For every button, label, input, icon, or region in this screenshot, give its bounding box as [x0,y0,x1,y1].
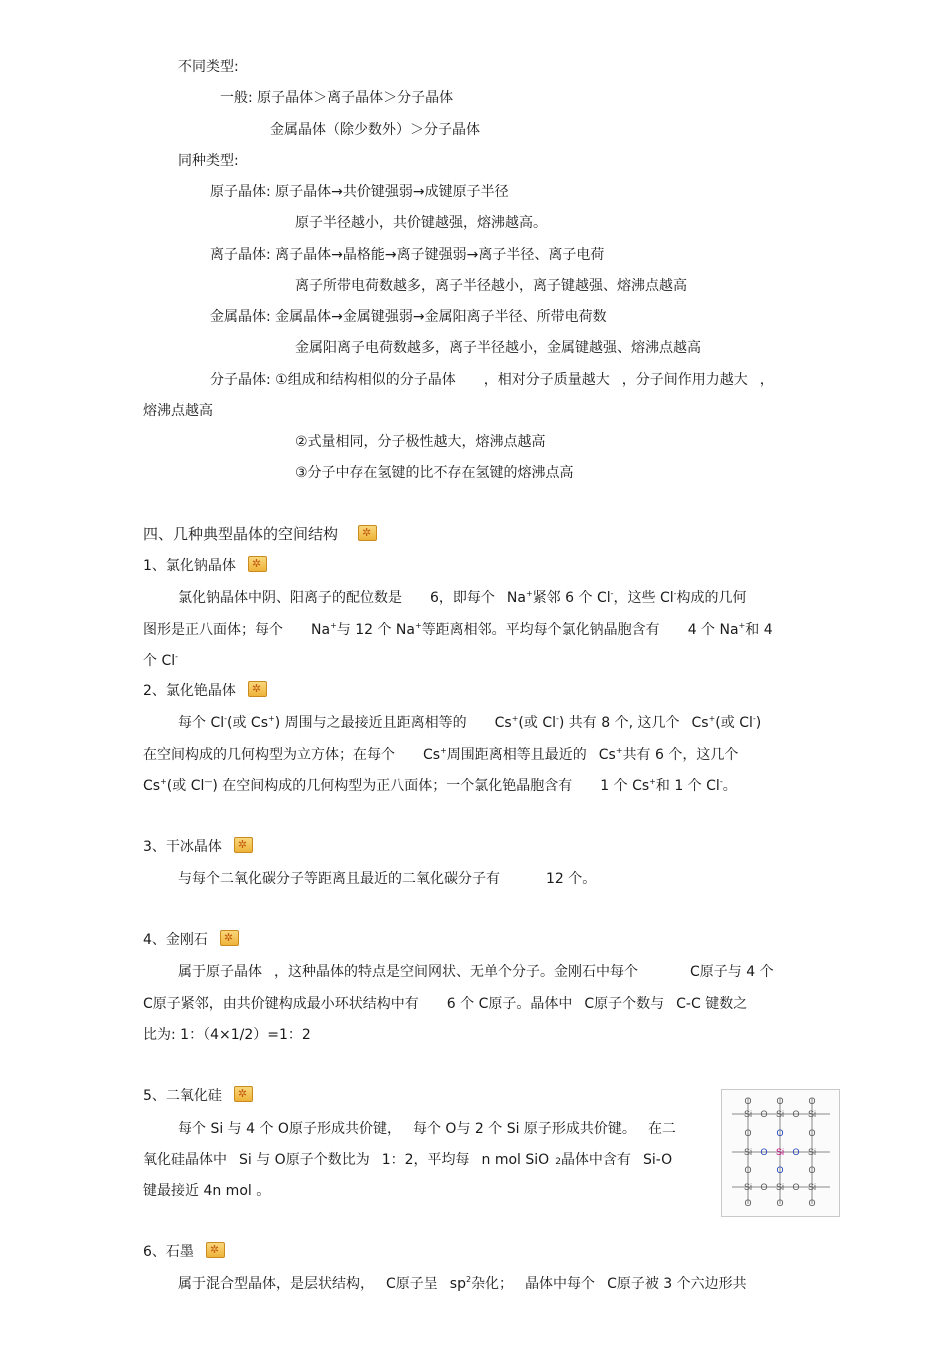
text-run: ) 共有 8 个, 这几个 [558,715,680,731]
text-run: 分子晶体: ①组成和结构相似的分子晶体 [210,372,456,388]
text-run: Cs [494,715,512,731]
text-line [143,1150,672,1172]
text-run: Cs [143,778,161,794]
o-atom: O [792,1182,800,1192]
si-atom: Si [775,1182,785,1192]
sio2-lattice-diagram [722,1090,839,1216]
text-run: C-C 键数之 [676,996,748,1012]
text-run: 构成的几何 [676,590,747,606]
folder-icon[interactable] [234,837,253,853]
text-run: 1：2，平均每 [381,1152,470,1168]
text-run: 6，即每个 [430,590,495,606]
text-line: 每个 Cl-(或 Cs+) 周围与之最接近且距离相等的 Cs+(或 Cl-) 共有 8 个, 这几个 Cs+(或 Cl-) [178,714,762,731]
text-line: 金属晶体: 金属晶体→金属键强弱→金属阳离子半径、所带电荷数 [210,309,607,325]
subsection-title: 3、干冰晶体 [143,839,222,855]
si-atom: Si [807,1109,817,1119]
text-run: ) 在空间构成的几何构型为正八面体；一个氯化铯晶胞含有 [212,778,573,794]
text-run: Si 与 O原子个数比为 [239,1152,370,1168]
si-atom: Si [807,1147,817,1157]
folder-icon[interactable] [248,556,267,572]
text-run: Na [506,590,526,606]
sio2-structure-figure [721,1089,840,1217]
folder-icon[interactable] [358,525,377,541]
text-run: Cs [423,747,441,763]
text-run: 和 4 [745,622,773,638]
subsection-heading [143,1242,225,1262]
text-run: 在二 [647,1121,676,1137]
subsection-title: 5、二氧化硅 [143,1088,222,1104]
text-line: ③分子中存在氢键的比不存在氢键的熔沸点高 [295,465,574,481]
text-run: (或 Cl [166,778,205,794]
text-run: 氯化钠晶体中阴、阳离子的配位数是 [178,590,402,606]
text-line [178,1274,747,1294]
text-run: C原子呈 [386,1276,438,1292]
o-atom: O [808,1198,816,1208]
o-atom: O [776,1165,784,1175]
text-run: (或 Cs [227,715,268,731]
text-run: Na [311,622,331,638]
text-run: C原子个数与 [584,996,665,1012]
text-run: 属于原子晶体 [178,964,262,980]
text-line: 一般: 原子晶体＞离子晶体＞分子晶体 [220,90,454,106]
text-run: C原子紧邻，由共价键构成最小环状结构中有 [143,996,419,1012]
text-line [178,962,774,982]
folder-icon[interactable] [220,930,239,946]
text-line: ②式量相同，分子极性越大，熔沸点越高 [295,434,546,450]
text-run: 晶体中含有 [560,1152,631,1168]
text-run: 氧化硅晶体中 [143,1152,227,1168]
o-atom: O [776,1128,784,1138]
text-run: 每个 O与 2 个 Si 原子形成共价键。 [412,1121,636,1137]
text-run: 在空间构成的几何构型为立方体；在每个 [143,747,395,763]
text-line [143,994,747,1014]
subsection-title: 2、氯化铯晶体 [143,683,236,699]
text-run: 共有 6 个，这几个 [622,747,739,763]
text-run: (或 Cl [518,715,556,731]
text-run: ， [759,372,774,388]
subsection-title: 1、氯化钠晶体 [143,558,236,574]
text-line: 离子所带电荷数越多，离子半径越小，离子键越强、熔沸点越高 [295,278,687,294]
si-atom: Si [743,1147,753,1157]
text-run: sp [449,1276,466,1292]
o-atom: O [792,1109,800,1119]
text-run: Cs [598,747,616,763]
o-atom: O [776,1096,784,1106]
o-atom: O [744,1096,752,1106]
subsection-heading [143,837,253,857]
text-run: 图形是正八面体；每个 [143,622,283,638]
o-atom: O [760,1109,768,1119]
si-atom: Si [807,1182,817,1192]
o-atom: O [744,1198,752,1208]
si-atom: Si [743,1109,753,1119]
text-run: 与每个二氧化碳分子等距离且最近的二氧化碳分子有 [178,871,500,887]
si-atom: Si [775,1147,785,1157]
text-line: 同种类型: [178,153,239,169]
text-run: 每个 Si 与 4 个 O原子形成共价键， [178,1121,401,1137]
text-run: 等距离相邻。平均每个氯化钠晶胞含有 [421,622,660,638]
text-run: 晶体中每个 [525,1276,596,1292]
text-run: 每个 Cl [178,715,225,731]
text-line [178,1119,676,1139]
text-line [210,370,774,390]
text-run: Si-O [642,1152,673,1168]
text-line: 原子晶体: 原子晶体→共价键强弱→成键原子半径 [210,184,509,200]
text-run: 6 个 C原子。晶体中 [446,996,573,1012]
o-atom: O [808,1128,816,1138]
text-line: 个 Cl- [143,652,179,669]
section-heading [143,524,377,544]
subsection-heading [143,556,267,576]
subsection-heading [143,681,267,701]
text-run: n mol SiO [481,1152,550,1168]
folder-icon[interactable] [234,1086,253,1102]
o-atom: O [792,1147,800,1157]
text-run: 杂化； [471,1276,514,1292]
text-line: 不同类型: [178,59,239,75]
text-run: 4 个 Na [687,622,739,638]
text-line: 金属阳离子电荷数越多，离子半径越小，金属键越强、熔沸点越高 [295,340,701,356]
folder-icon[interactable] [248,681,267,697]
text-line: 金属晶体（除少数外）＞分子晶体 [270,122,480,138]
text-line: Cs+(或 Cl—) 在空间构成的几何构型为正八面体；一个氯化铯晶胞含有 1 个 Cs+和 1 个 Cl-。 [143,777,737,794]
text-run: (或 Cl [715,715,753,731]
text-line: 比为: 1：（4×1/2）=1：2 [143,1027,311,1043]
subsection-title: 4、金刚石 [143,932,208,948]
subsection-title: 6、石墨 [143,1244,194,1260]
text-run: 周围距离相等且最近的 [446,747,587,763]
text-run: ) [755,715,762,731]
text-line: 离子晶体: 离子晶体→晶格能→离子键强弱→离子半径、离子电荷 [210,247,605,263]
text-run: 紧邻 6 个 Cl [532,590,611,606]
text-line: 键最接近 4n mol 。 [143,1183,271,1199]
text-line: 图形是正八面体；每个 Na+与 12 个 Na+等距离相邻。平均每个氯化钠晶胞含有 4 个 Na+和 4 [143,621,773,638]
o-atom: O [776,1198,784,1208]
o-atom: O [760,1182,768,1192]
text-run: Cs [691,715,709,731]
o-atom: O [808,1096,816,1106]
text-run: C原子被 3 个六边形共 [607,1276,747,1292]
text-run: ，相对分子质量越大 [483,372,610,388]
text-run: C原子与 4 个 [690,964,774,980]
text-line: 原子半径越小，共价键越强，熔沸越高。 [295,215,547,231]
o-atom: O [744,1165,752,1175]
text-line [178,869,596,889]
subsection-heading [143,930,239,950]
text-run: ) 周围与之最接近且距离相等的 [274,715,467,731]
subscript: 2 [555,1157,561,1167]
subsection-heading [143,1086,253,1106]
text-run: 1 个 Cs [600,778,650,794]
text-line: 氯化钠晶体中阴、阳离子的配位数是 6，即每个 Na+紧邻 6 个 Cl-，这些 Cl-构成的几何 [178,589,747,606]
section-title: 四、几种典型晶体的空间结构 [143,525,339,543]
o-atom: O [760,1147,768,1157]
text-line: 在空间构成的几何构型为立方体；在每个 Cs+周围距离相等且最近的 Cs+共有 6 个，这几个 [143,746,739,763]
text-line: 熔沸点越高 [143,403,213,419]
superscript: 2 [465,1275,472,1284]
folder-icon[interactable] [206,1242,225,1258]
o-atom: O [744,1128,752,1138]
text-run: ，这种晶体的特点是空间网状、无单个分子。金刚石中每个 [274,964,638,980]
text-run: 12 个。 [546,871,597,887]
si-atom: Si [775,1109,785,1119]
text-run: 个 Cl [143,653,176,669]
o-atom: O [808,1165,816,1175]
text-run: 属于混合型晶体，是层状结构， [178,1276,374,1292]
text-run: 与 12 个 Na [336,622,415,638]
text-run: 和 1 个 Cl [655,778,720,794]
text-run: ，分子间作用力越大 [621,372,748,388]
text-run: 。 [722,778,737,794]
si-atom: Si [743,1182,753,1192]
text-run: ，这些 Cl [613,590,674,606]
